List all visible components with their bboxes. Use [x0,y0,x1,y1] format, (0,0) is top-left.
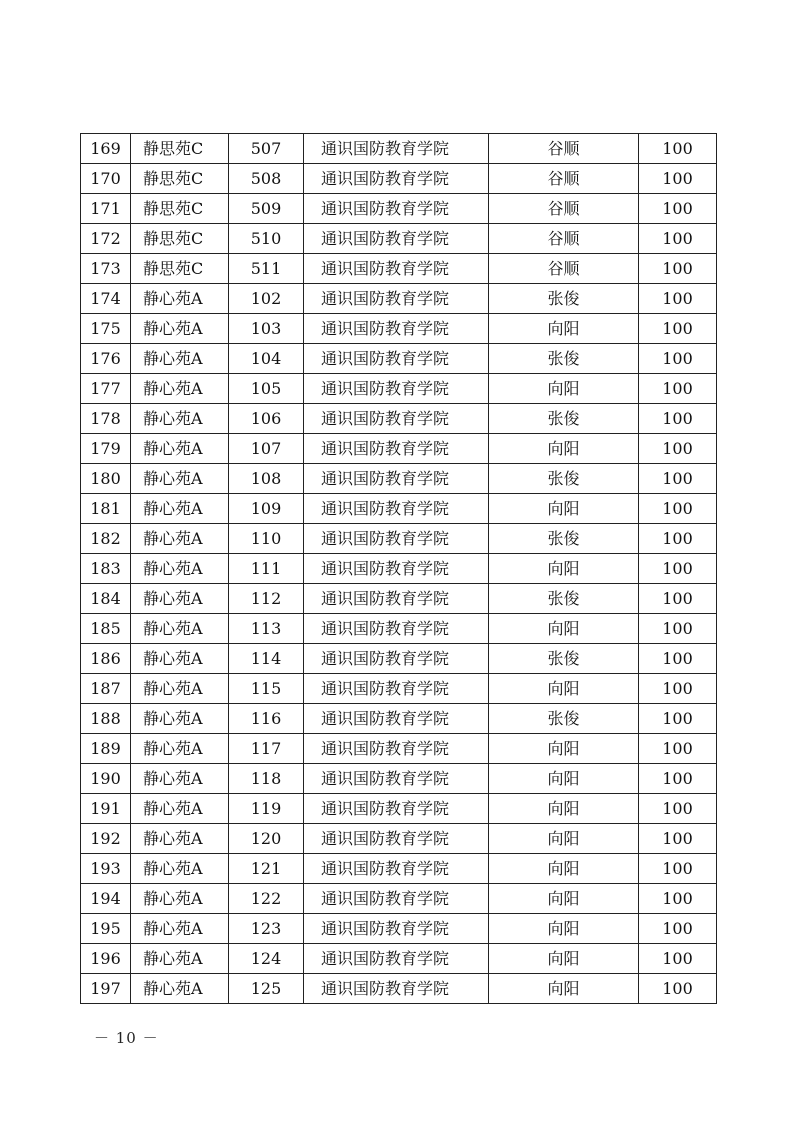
cell-person: 向阳 [489,374,639,404]
cell-score: 100 [639,914,717,944]
cell-score: 100 [639,434,717,464]
cell-person: 向阳 [489,554,639,584]
cell-room: 112 [229,584,304,614]
cell-score: 100 [639,344,717,374]
table-row [81,674,717,704]
cell-college: 通识国防教育学院 [304,224,489,254]
cell-person: 向阳 [489,734,639,764]
cell-college: 通识国防教育学院 [304,794,489,824]
cell-number: 196 [81,944,131,974]
cell-building: 静心苑A [131,584,229,614]
cell-person: 向阳 [489,824,639,854]
cell-building: 静思苑C [131,164,229,194]
cell-number: 179 [81,434,131,464]
cell-score: 100 [639,554,717,584]
cell-college: 通识国防教育学院 [304,434,489,464]
cell-room: 119 [229,794,304,824]
cell-room: 106 [229,404,304,434]
table-row [81,494,717,524]
table-row [81,554,717,584]
cell-person: 张俊 [489,704,639,734]
cell-building: 静心苑A [131,614,229,644]
cell-college: 通识国防教育学院 [304,884,489,914]
cell-person: 向阳 [489,974,639,1004]
cell-number: 177 [81,374,131,404]
cell-person: 张俊 [489,404,639,434]
table-row [81,434,717,464]
table-row [81,404,717,434]
cell-person: 向阳 [489,614,639,644]
cell-building: 静心苑A [131,434,229,464]
cell-building: 静心苑A [131,524,229,554]
cell-building: 静心苑A [131,974,229,1004]
cell-number: 172 [81,224,131,254]
cell-number: 173 [81,254,131,284]
cell-person: 向阳 [489,494,639,524]
table-row [81,644,717,674]
cell-building: 静思苑C [131,134,229,164]
cell-college: 通识国防教育学院 [304,944,489,974]
cell-number: 190 [81,764,131,794]
cell-number: 191 [81,794,131,824]
cell-college: 通识国防教育学院 [304,494,489,524]
cell-score: 100 [639,644,717,674]
cell-person: 张俊 [489,284,639,314]
cell-room: 125 [229,974,304,1004]
cell-college: 通识国防教育学院 [304,764,489,794]
cell-building: 静心苑A [131,674,229,704]
cell-score: 100 [639,254,717,284]
cell-building: 静心苑A [131,464,229,494]
cell-person: 张俊 [489,344,639,374]
table-row [81,164,717,194]
cell-score: 100 [639,974,717,1004]
cell-score: 100 [639,674,717,704]
cell-person: 向阳 [489,674,639,704]
cell-room: 105 [229,374,304,404]
cell-college: 通识国防教育学院 [304,134,489,164]
table-row [81,284,717,314]
cell-room: 117 [229,734,304,764]
cell-score: 100 [639,704,717,734]
cell-building: 静心苑A [131,494,229,524]
cell-number: 189 [81,734,131,764]
cell-building: 静心苑A [131,764,229,794]
cell-room: 108 [229,464,304,494]
cell-building: 静心苑A [131,944,229,974]
cell-score: 100 [639,734,717,764]
table-row [81,374,717,404]
cell-building: 静心苑A [131,284,229,314]
cell-score: 100 [639,884,717,914]
cell-person: 谷顺 [489,224,639,254]
cell-college: 通识国防教育学院 [304,404,489,434]
cell-person: 谷顺 [489,164,639,194]
cell-score: 100 [639,134,717,164]
table-row [81,914,717,944]
cell-number: 194 [81,884,131,914]
cell-college: 通识国防教育学院 [304,464,489,494]
cell-college: 通识国防教育学院 [304,644,489,674]
cell-room: 122 [229,884,304,914]
cell-score: 100 [639,374,717,404]
cell-college: 通识国防教育学院 [304,374,489,404]
cell-number: 186 [81,644,131,674]
cell-room: 114 [229,644,304,674]
cell-score: 100 [639,824,717,854]
cell-room: 507 [229,134,304,164]
cell-room: 102 [229,284,304,314]
cell-number: 174 [81,284,131,314]
cell-number: 170 [81,164,131,194]
table-row [81,614,717,644]
cell-room: 508 [229,164,304,194]
table-row [81,134,717,164]
cell-room: 115 [229,674,304,704]
cell-room: 120 [229,824,304,854]
table-row [81,854,717,884]
cell-college: 通识国防教育学院 [304,344,489,374]
cell-number: 184 [81,584,131,614]
cell-number: 175 [81,314,131,344]
cell-score: 100 [639,584,717,614]
cell-building: 静心苑A [131,854,229,884]
cell-person: 向阳 [489,314,639,344]
table-row [81,524,717,554]
cell-person: 向阳 [489,434,639,464]
cell-college: 通识国防教育学院 [304,194,489,224]
cell-person: 张俊 [489,644,639,674]
table-row [81,344,717,374]
cell-score: 100 [639,284,717,314]
cell-number: 180 [81,464,131,494]
cell-number: 171 [81,194,131,224]
cell-person: 向阳 [489,884,639,914]
table-row [81,824,717,854]
cell-score: 100 [639,224,717,254]
cell-score: 100 [639,614,717,644]
cell-score: 100 [639,944,717,974]
table-row [81,794,717,824]
cell-room: 110 [229,524,304,554]
cell-score: 100 [639,404,717,434]
cell-building: 静心苑A [131,554,229,584]
table-row [81,974,717,1004]
cell-building: 静心苑A [131,734,229,764]
table-row [81,944,717,974]
table-row [81,764,717,794]
table-row [81,884,717,914]
cell-person: 谷顺 [489,134,639,164]
cell-room: 118 [229,764,304,794]
cell-score: 100 [639,794,717,824]
cell-score: 100 [639,464,717,494]
cell-number: 193 [81,854,131,884]
cell-college: 通识国防教育学院 [304,584,489,614]
cell-person: 张俊 [489,584,639,614]
cell-score: 100 [639,194,717,224]
cell-number: 182 [81,524,131,554]
table-row [81,704,717,734]
cell-number: 181 [81,494,131,524]
table-row [81,464,717,494]
cell-number: 195 [81,914,131,944]
cell-room: 123 [229,914,304,944]
cell-number: 192 [81,824,131,854]
cell-number: 185 [81,614,131,644]
cell-room: 107 [229,434,304,464]
cell-building: 静思苑C [131,224,229,254]
cell-person: 向阳 [489,764,639,794]
cell-room: 509 [229,194,304,224]
cell-room: 113 [229,614,304,644]
table-row [81,734,717,764]
cell-number: 187 [81,674,131,704]
cell-college: 通识国防教育学院 [304,314,489,344]
cell-college: 通识国防教育学院 [304,554,489,584]
cell-number: 188 [81,704,131,734]
cell-person: 谷顺 [489,254,639,284]
cell-building: 静心苑A [131,344,229,374]
cell-building: 静心苑A [131,794,229,824]
table-body [81,134,717,1004]
cell-person: 向阳 [489,794,639,824]
cell-college: 通识国防教育学院 [304,524,489,554]
cell-building: 静心苑A [131,404,229,434]
cell-room: 510 [229,224,304,254]
cell-person: 张俊 [489,524,639,554]
cell-score: 100 [639,314,717,344]
cell-person: 向阳 [489,854,639,884]
cell-college: 通识国防教育学院 [304,284,489,314]
cell-number: 197 [81,974,131,1004]
cell-number: 183 [81,554,131,584]
cell-building: 静心苑A [131,914,229,944]
cell-college: 通识国防教育学院 [304,674,489,704]
cell-room: 511 [229,254,304,284]
cell-room: 111 [229,554,304,584]
table-row [81,254,717,284]
cell-score: 100 [639,494,717,524]
cell-college: 通识国防教育学院 [304,824,489,854]
cell-building: 静心苑A [131,824,229,854]
cell-college: 通识国防教育学院 [304,974,489,1004]
cell-college: 通识国防教育学院 [304,914,489,944]
table-row [81,194,717,224]
cell-college: 通识国防教育学院 [304,254,489,284]
cell-score: 100 [639,524,717,554]
cell-building: 静心苑A [131,374,229,404]
cell-building: 静心苑A [131,704,229,734]
cell-college: 通识国防教育学院 [304,164,489,194]
cell-building: 静思苑C [131,194,229,224]
cell-college: 通识国防教育学院 [304,704,489,734]
table-row [81,314,717,344]
page-number: － 10 － [94,1029,159,1047]
cell-college: 通识国防教育学院 [304,614,489,644]
cell-number: 169 [81,134,131,164]
cell-person: 张俊 [489,464,639,494]
cell-building: 静心苑A [131,644,229,674]
cell-score: 100 [639,164,717,194]
dormitory-score-table [80,133,717,1004]
cell-room: 116 [229,704,304,734]
cell-room: 103 [229,314,304,344]
table-row [81,224,717,254]
cell-college: 通识国防教育学院 [304,854,489,884]
cell-building: 静心苑A [131,314,229,344]
cell-building: 静思苑C [131,254,229,284]
cell-number: 178 [81,404,131,434]
table-row [81,584,717,614]
cell-person: 向阳 [489,944,639,974]
cell-room: 104 [229,344,304,374]
cell-room: 121 [229,854,304,884]
cell-score: 100 [639,764,717,794]
cell-building: 静心苑A [131,884,229,914]
cell-number: 176 [81,344,131,374]
cell-person: 向阳 [489,914,639,944]
cell-room: 109 [229,494,304,524]
cell-person: 谷顺 [489,194,639,224]
cell-college: 通识国防教育学院 [304,734,489,764]
cell-room: 124 [229,944,304,974]
cell-score: 100 [639,854,717,884]
